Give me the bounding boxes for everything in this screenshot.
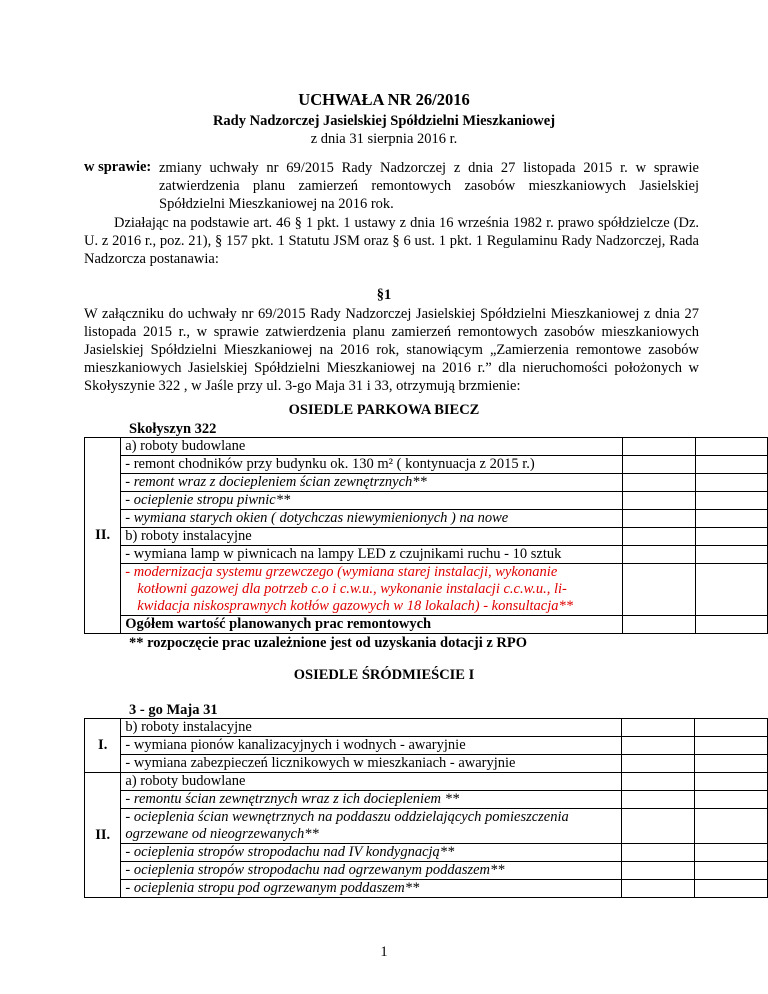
table-row <box>85 880 768 898</box>
value-cell <box>622 809 695 844</box>
subject-block <box>84 159 699 213</box>
total-cell: Ogółem wartość planowanych prac remontowych <box>121 616 623 634</box>
table-cell: a) roboty budowlane <box>121 438 623 456</box>
estate2-group2-number: II. <box>85 773 121 898</box>
value-cell <box>623 564 695 616</box>
table-row <box>85 862 768 880</box>
table-cell: - wymiana zabezpieczeń licznikowych w mieszkaniach - awaryjnie <box>121 755 622 773</box>
estate1-table <box>84 437 768 634</box>
value-cell <box>623 438 695 456</box>
value-cell <box>695 492 767 510</box>
table-cell: - wymiana lamp w piwnicach na lampy LED z czujnikami ruchu - 10 sztuk <box>121 546 623 564</box>
table-cell: - wymiana starych okien ( dotychczas niewymienionych ) na nowe <box>121 510 623 528</box>
value-cell <box>623 492 695 510</box>
subject-label: w sprawie: <box>84 159 152 175</box>
value-cell <box>623 510 695 528</box>
table-row <box>85 510 768 528</box>
table-cell-line: - ocieplenia ścian wewnętrznych na poddaszu oddzielających pomieszczenia <box>125 809 569 825</box>
table-cell-line: ogrzewane od nieogrzewanych** <box>125 826 319 842</box>
value-cell <box>622 844 695 862</box>
value-cell <box>695 719 768 737</box>
value-cell <box>695 737 768 755</box>
value-cell <box>695 474 767 492</box>
value-cell <box>695 862 768 880</box>
table-row <box>85 456 768 474</box>
value-cell <box>622 737 695 755</box>
value-cell <box>695 528 767 546</box>
value-cell <box>695 755 768 773</box>
table-cell: - wymiana pionów kanalizacyjnych i wodnych - awaryjnie <box>121 737 622 755</box>
table-cell <box>121 809 622 844</box>
table-row <box>85 755 768 773</box>
value-cell <box>695 564 767 616</box>
table-cell: - remontu ścian zewnętrznych wraz z ich dociepleniem ** <box>121 791 622 809</box>
value-cell <box>695 791 768 809</box>
estate2-location: 3 - go Maja 31 <box>129 702 218 718</box>
estate1-footnote: ** rozpoczęcie prac uzależnione jest od uzyskania dotacji z RPO <box>129 635 528 651</box>
value-cell <box>622 791 695 809</box>
page-number: 1 <box>380 944 388 960</box>
table-cell: b) roboty instalacyjne <box>121 719 622 737</box>
table-row <box>85 474 768 492</box>
value-cell <box>623 474 695 492</box>
table-row <box>85 809 768 844</box>
table-row <box>85 844 768 862</box>
value-cell <box>695 809 768 844</box>
value-cell <box>622 719 695 737</box>
table-row <box>85 564 768 616</box>
value-cell <box>622 880 695 898</box>
value-cell <box>622 862 695 880</box>
table-row <box>85 528 768 546</box>
table-cell: - remont wraz z dociepleniem ścian zewnętrznych** <box>121 474 623 492</box>
value-cell <box>695 880 768 898</box>
table-cell-line: - modernizacja systemu grzewczego (wymiana starej instalacji, wykonanie <box>125 564 558 580</box>
value-cell <box>695 456 767 474</box>
value-cell <box>695 844 768 862</box>
table-cell <box>121 564 623 616</box>
table-cell: - remont chodników przy budynku ok. 130 m² ( kontynuacja z 2015 r.) <box>121 456 623 474</box>
value-cell <box>623 546 695 564</box>
document-date: z dnia 31 sierpnia 2016 r. <box>310 131 458 147</box>
estate2-name: OSIEDLE ŚRÓDMIEŚCIE I <box>293 667 475 683</box>
estate1-group-number: II. <box>85 438 121 634</box>
value-cell <box>695 546 767 564</box>
table-row <box>85 546 768 564</box>
table-row <box>85 492 768 510</box>
table-row <box>85 737 768 755</box>
section-heading: §1 <box>376 287 392 303</box>
value-cell <box>695 438 767 456</box>
value-cell <box>695 616 767 634</box>
table-cell: b) roboty instalacyjne <box>121 528 623 546</box>
value-cell <box>623 456 695 474</box>
estate1-name: OSIEDLE PARKOWA BIECZ <box>288 402 480 418</box>
table-row <box>85 791 768 809</box>
table-row <box>85 719 768 737</box>
table-row <box>85 438 768 456</box>
section-text: W załączniku do uchwały nr 69/2015 Rady Nadzorczej Jasielskiej Spółdzielni Mieszkaniowej z dnia 27 listopada 2015 r., w sprawie zatwierdzenia planu zamierzeń remontowych zasobów mieszkaniowych Jasielskiej Spółdzielni Mieszkaniowej na 2016 rok, stanowiącym „Zamierzenia remontowe zasobów mieszkaniowych Jasielskiej Spółdzielni Mieszkaniowej na 2016 r.” dla nieruchomości położonych w Skołyszynie 322 , w Jaśle przy ul. 3-go Maja 31 i 33, otrzymują brzmienie: <box>84 306 699 394</box>
table-cell-line: kwidacja niskosprawnych kotłów gazowych w 18 lokalach) - konsultacja** <box>137 598 574 614</box>
table-cell: a) roboty budowlane <box>121 773 622 791</box>
value-cell <box>623 616 695 634</box>
table-cell: - ocieplenia stropów stropodachu nad ogrzewanym poddaszem** <box>121 862 622 880</box>
subject-text: zmiany uchwały nr 69/2015 Rady Nadzorczej z dnia 27 listopada 2015 r. w sprawie zatwierdzenia planu zamierzeń remontowych zasobów mieszkaniowych Jasielskiej Spółdzielni Mieszkaniowej na 2016 rok. <box>159 160 699 212</box>
estate2-table <box>84 718 768 898</box>
document-title: UCHWAŁA NR 26/2016 <box>298 90 470 109</box>
table-cell: - ocieplenia stropu pod ogrzewanym poddaszem** <box>121 880 622 898</box>
value-cell <box>695 773 768 791</box>
value-cell <box>622 755 695 773</box>
estate1-location: Skołyszyn 322 <box>129 421 217 437</box>
value-cell <box>695 510 767 528</box>
table-row <box>85 616 768 634</box>
table-row <box>85 773 768 791</box>
table-cell: - ocieplenie stropu piwnic** <box>121 492 623 510</box>
preamble: Działając na podstawie art. 46 § 1 pkt. 1 ustawy z dnia 16 września 1982 r. prawo spółdzielcze (Dz. U. z 2016 r., poz. 21), § 157 pkt. 1 Statutu JSM oraz § 6 ust. 1 pkt. 1 Regulaminu Rady Nadzorczej, Rada Nadzorcza postanawia: <box>84 215 699 267</box>
document-issuer: Rady Nadzorczej Jasielskiej Spółdzielni Mieszkaniowej <box>212 113 556 129</box>
value-cell <box>622 773 695 791</box>
table-cell: - ocieplenia stropów stropodachu nad IV kondygnacją** <box>121 844 622 862</box>
estate2-group1-number: I. <box>85 719 121 773</box>
table-cell-line: kotłowni gazowej dla potrzeb c.o i c.w.u., wykonanie instalacji c.c.w.u., li- <box>137 581 567 597</box>
value-cell <box>623 528 695 546</box>
